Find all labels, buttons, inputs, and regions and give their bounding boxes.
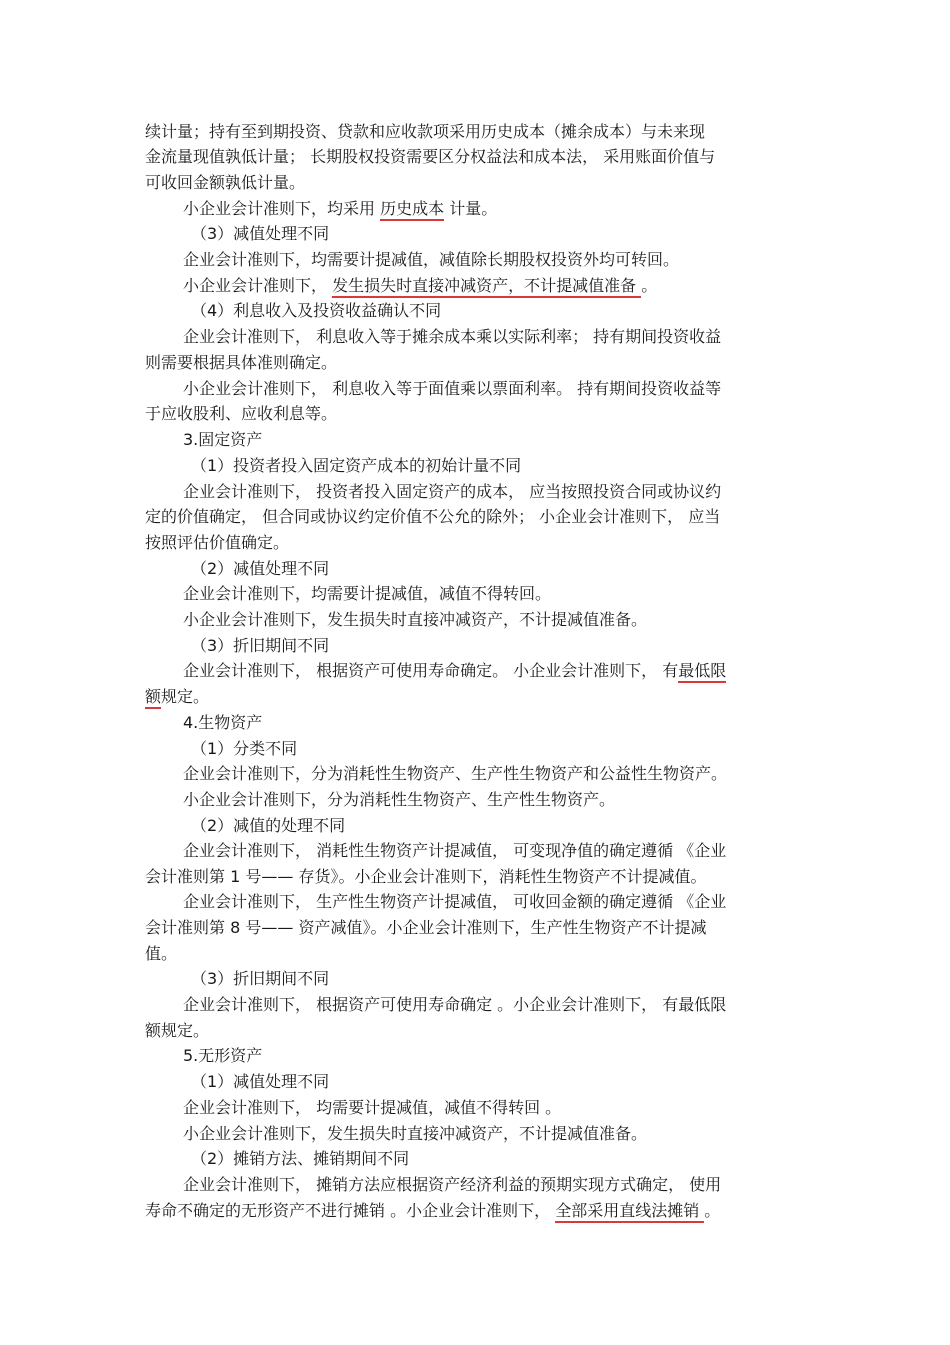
- text-line: [183, 1097, 561, 1119]
- text-line: [183, 609, 647, 631]
- text-line: [183, 994, 726, 1016]
- text-segment: 规定。: [161, 687, 210, 706]
- text-segment: （1）分类不同: [191, 739, 298, 758]
- text-segment: 金流量现值孰低计量； 长期股权投资需要区分权益法和成本法， 采用账面价值与: [145, 147, 716, 166]
- text-line: [183, 1123, 647, 1145]
- text-line: [191, 968, 329, 990]
- text-segment: 企业会计准则下， 消耗性生物资产计提减值， 可变现净值的确定遵循 《企业: [183, 841, 727, 860]
- text-segment: 续计量；持有至到期投资、贷款和应收款项采用历史成本（摊余成本）与未来现: [145, 122, 706, 141]
- text-segment: 企业会计准则下， 摊销方法应根据资产经济利益的预期实现方式确定， 使用: [183, 1175, 722, 1194]
- text-line: [183, 891, 726, 913]
- text-segment: 5.无形资产: [183, 1046, 263, 1065]
- underlined-text: 全部采用直线法摊销: [555, 1201, 704, 1223]
- text-line: [191, 300, 441, 322]
- text-line: [191, 558, 329, 580]
- text-segment: 按照评估价值确定。: [145, 533, 290, 552]
- text-segment: 3.固定资产: [183, 430, 263, 449]
- underlined-text: 历史成本: [380, 199, 444, 221]
- text-segment: （1）投资者投入固定资产成本的初始计量不同: [191, 456, 522, 475]
- text-line: [145, 172, 305, 194]
- text-line: [191, 223, 329, 245]
- text-line: [145, 943, 177, 965]
- text-segment: 小企业会计准则下，: [183, 276, 333, 295]
- text-line: [183, 326, 721, 348]
- text-line: [183, 275, 657, 297]
- text-segment: 企业会计准则下，分为消耗性生物资产、生产性生物资产和公益性生物资产。: [183, 764, 728, 783]
- text-line: [183, 660, 726, 682]
- text-line: [183, 712, 262, 734]
- text-line: [183, 1174, 721, 1196]
- text-line: [183, 249, 679, 271]
- text-line: [145, 352, 337, 374]
- text-segment: 企业会计准则下，均需要计提减值，减值除长期股权投资外均可转回。: [183, 250, 680, 269]
- text-segment: （3）折旧期间不同: [191, 636, 330, 655]
- text-segment: 企业会计准则下， 利息收入等于摊余成本乘以实际利率； 持有期间投资收益: [183, 327, 722, 346]
- text-segment: 于应收股利、应收利息等。: [145, 404, 338, 423]
- underlined-text: 发生损失时直接冲减资产，不计提减值准备: [332, 276, 641, 298]
- text-segment: 可收回金额孰低计量。: [145, 173, 306, 192]
- text-segment: （3）折旧期间不同: [191, 969, 330, 988]
- text-segment: 企业会计准则下， 投资者投入固定资产的成本， 应当按照投资合同或协议约: [183, 482, 722, 501]
- text-segment: 会计准则第 1 号—— 存货》。小企业会计准则下，消耗性生物资产不计提减值。: [145, 867, 707, 886]
- text-line: [183, 840, 726, 862]
- text-segment: 小企业会计准则下，发生损失时直接冲减资产，不计提减值准备。: [183, 610, 648, 629]
- text-segment: 企业会计准则下， 根据资产可使用寿命确定。 小企业会计准则下， 有: [183, 661, 679, 680]
- text-segment: 额规定。: [145, 1021, 210, 1040]
- text-line: [145, 121, 705, 143]
- underlined-text: 最低限: [678, 661, 726, 683]
- text-segment: 值。: [145, 944, 178, 963]
- text-segment: （1）减值处理不同: [191, 1072, 330, 1091]
- text-line: [191, 815, 345, 837]
- text-line: [191, 1071, 329, 1093]
- text-line: [145, 532, 289, 554]
- text-segment: 企业会计准则下， 均需要计提减值，减值不得转回 。: [183, 1098, 562, 1117]
- text-line: [183, 789, 615, 811]
- text-segment: （2）减值的处理不同: [191, 816, 346, 835]
- text-segment: （4）利息收入及投资收益确认不同: [191, 301, 442, 320]
- text-segment: 定的价值确定， 但合同或协议约定价值不公允的除外； 小企业会计准则下， 应当: [145, 507, 721, 526]
- text-segment: （2）减值处理不同: [191, 559, 330, 578]
- text-segment: 企业会计准则下， 生产性生物资产计提减值， 可收回金额的确定遵循 《企业: [183, 892, 727, 911]
- text-segment: （3）减值处理不同: [191, 224, 330, 243]
- text-segment: （2）摊销方法、摊销期间不同: [191, 1149, 410, 1168]
- text-segment: 。: [704, 1201, 721, 1220]
- text-segment: 会计准则第 8 号—— 资产减值》。小企业会计准则下，生产性生物资产不计提减: [145, 918, 707, 937]
- underlined-text: 额: [145, 687, 161, 709]
- text-line: [183, 198, 497, 220]
- text-line: [145, 146, 715, 168]
- text-line: [183, 429, 262, 451]
- text-segment: 。: [641, 276, 658, 295]
- text-line: [183, 763, 727, 785]
- text-segment: 则需要根据具体准则确定。: [145, 353, 338, 372]
- text-segment: 企业会计准则下，均需要计提减值，减值不得转回。: [183, 584, 552, 603]
- text-line: [145, 1020, 209, 1042]
- text-line: [145, 686, 209, 708]
- text-line: [145, 866, 706, 888]
- text-line: [191, 455, 521, 477]
- text-line: [191, 738, 297, 760]
- text-segment: 4.生物资产: [183, 713, 263, 732]
- text-line: [191, 635, 329, 657]
- text-segment: 企业会计准则下， 根据资产可使用寿命确定 。小企业会计准则下， 有最低限: [183, 995, 727, 1014]
- text-line: [145, 1200, 720, 1222]
- text-line: [191, 1148, 409, 1170]
- text-line: [183, 378, 721, 400]
- text-line: [183, 481, 721, 503]
- text-segment: 寿命不确定的无形资产不进行摊销 。小企业会计准则下，: [145, 1201, 556, 1220]
- text-segment: 小企业会计准则下，均采用: [183, 199, 381, 218]
- text-line: [183, 1045, 262, 1067]
- text-line: [183, 583, 551, 605]
- text-segment: 小企业会计准则下，发生损失时直接冲减资产，不计提减值准备。: [183, 1124, 648, 1143]
- text-segment: 小企业会计准则下，分为消耗性生物资产、生产性生物资产。: [183, 790, 616, 809]
- text-line: [145, 506, 720, 528]
- text-segment: 小企业会计准则下， 利息收入等于面值乘以票面利率。 持有期间投资收益等: [183, 379, 722, 398]
- text-line: [145, 917, 706, 939]
- text-line: [145, 403, 337, 425]
- text-segment: 计量。: [444, 199, 498, 218]
